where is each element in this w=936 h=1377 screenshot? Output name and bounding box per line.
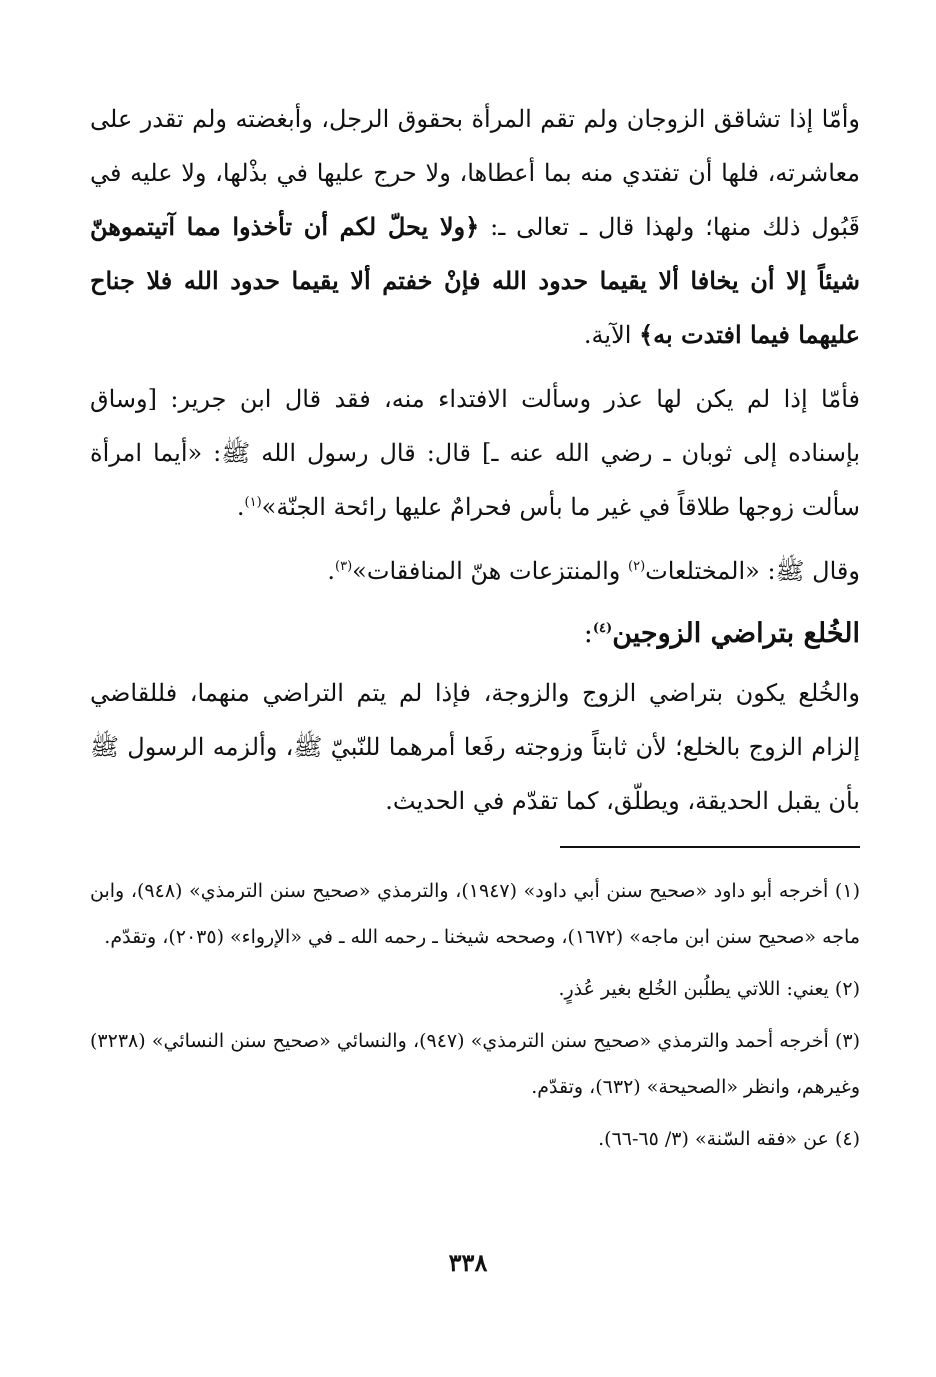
paragraph-text: فأمّا إذا لم يكن لها عذر وسألت الافتداء منه، فقد قال ابن جرير: [وساق بإسناده إلى ثوبان ـ رضي الله عنه ـ] قال: قال رسول الله ﷺ: «أيما امرأة سألت زوجها طلاقاً في غير ما بأس فحرامٌ عليها رائحة الجنّة» (90, 385, 860, 521)
footnote-1: (١) أخرجه أبو داود «صحيح سنن أبي داود» (١٩٤٧)، والترمذي «صحيح سنن الترمذي» (٩٤٨)، وابن ماجه «صحيح سنن ابن ماجه» (١٦٧٢)، وصححه شيخنا ـ رحمه الله ـ في «الإرواء» (٢٠٣٥)، وتقدّم. (90, 880, 860, 948)
heading-text: الخُلع بتراضي الزوجين (612, 618, 860, 649)
footnote-ref-3[interactable]: (٣) (335, 559, 353, 574)
paragraph-text: وأمّا إذا تشاقق الزوجان ولم تقم المرأة بحقوق الرجل، وأبغضته ولم تقدر على معاشرته، فلها أن تفتدي منه بما أعطاها، ولا حرج عليها في بذْلها، ولا عليه في قَبُول ذلك منها؛ ولهذا قال ـ تعالى ـ: (90, 105, 860, 241)
paragraph-hadith-thawban: فأمّا إذا لم يكن لها عذر وسألت الافتداء منه، فقد قال ابن جرير: [وساق بإسناده إلى ثوبان ـ رضي الله عنه ـ] قال: قال رسول الله ﷺ: «أيما امرأة سألت زوجها طلاقاً في غير ما بأس فحرامٌ عليها رائحة الجنّة»$^{(١)}$. (90, 385, 860, 521)
page-number: ٣٣٨ (448, 1248, 488, 1277)
paragraph-text: والخُلع يكون بتراضي الزوج والزوجة، فإذا لم يتم التراضي منهما، فللقاضي إلزام الزوج بالخلع؛ لأن ثابتاً وزوجته رفَعا أمرهما للنّبيّ ﷺ، وألزمه الرسول ﷺ بأن يقبل الحديقة، ويطلّق، كما تقدّم في الحديث. (90, 679, 860, 815)
footnote-ref-2[interactable]: (٢) (628, 559, 646, 574)
paragraph-hadith-mukhtaliat: وقال ﷺ: «المختلعات$^{(٢)}$ والمنتزعات هنّ المنافقات»$^{(٣)}$. (327, 557, 860, 585)
paragraph-text: وقال ﷺ: «المختلعات (645, 557, 860, 585)
footnotes (90, 868, 860, 1168)
footnote-ref-1[interactable]: (١) (244, 495, 262, 510)
section-heading: الخُلع بتراضي الزوجين$^{(٤)}$: (583, 618, 860, 649)
footnote-divider (560, 846, 860, 848)
footnote-ref-4[interactable]: (٤) (592, 621, 613, 636)
paragraph-khul-mutual (90, 666, 860, 828)
footnote-3: (٣) أخرجه أحمد والترمذي «صحيح سنن الترمذي» (٩٤٧)، والنسائي «صحيح سنن النسائي» (٣٢٣٨) وغيرهم، وانظر «الصحيحة» (٦٣٢)، وتقدّم. (90, 1030, 860, 1098)
footnote-4: (٤) عن «فقه السّنة» (٣/ ٦٥-٦٦). (598, 1128, 860, 1150)
quran-verse: ﴿ولا يحلّ لكم أن تأخذوا مما آتيتموهنّ شيئاً إلا أن يخافا ألا يقيما حدود الله فإنْ خفتم ألا يقيما حدود الله فلا جناح عليهما فيما افتدت به﴾ (90, 212, 860, 349)
paragraph-text: والمنتزعات هنّ المنافقات» (352, 557, 628, 585)
main-text (90, 92, 860, 838)
footnote-2: (٢) يعني: اللاتي يطلُبن الخُلع بغير عُذرٍ. (558, 978, 860, 1000)
paragraph-khul-intro (90, 92, 860, 362)
paragraph-text: الآية. (583, 321, 640, 349)
